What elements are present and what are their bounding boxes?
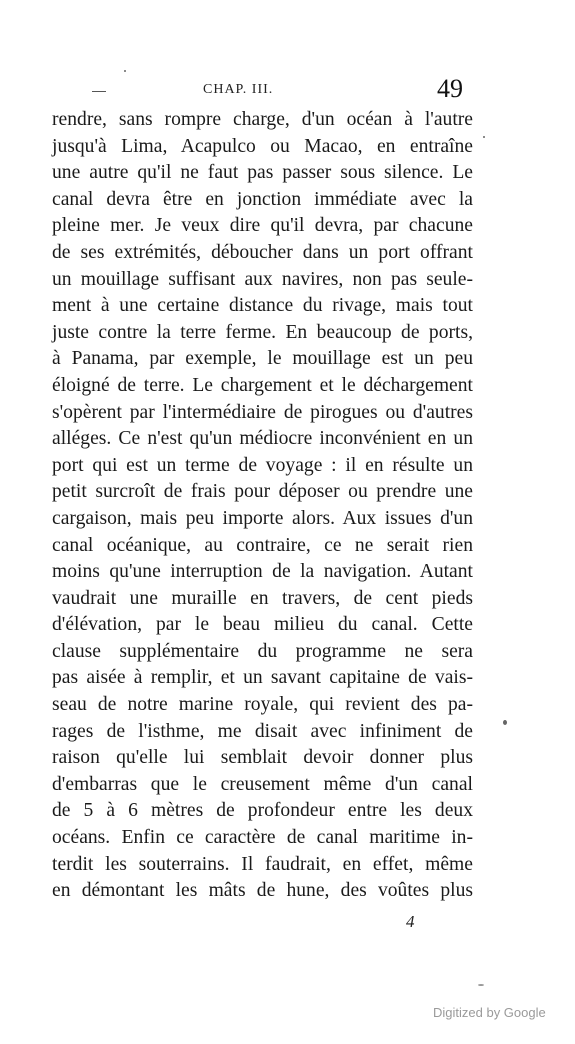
text-line: en démontant les mâts de hune, des voûtes plus — [52, 880, 473, 902]
text-line: alléges. Ce n'est qu'un médiocre inconvénient en un — [52, 428, 473, 450]
paper-speck — [483, 136, 485, 138]
text-line: jusqu'à Lima, Acapulco ou Macao, en entraîne — [52, 135, 473, 157]
signature-mark: 4 — [406, 912, 415, 931]
body-text — [52, 107, 473, 905]
text-line: terdit les souterrains. Il faudrait, en effet, même — [52, 853, 473, 875]
text-line: pas aisée à remplir, et un savant capitaine de vais- — [52, 667, 473, 689]
text-line: clause supplémentaire du programme ne sera — [52, 640, 473, 662]
text-line: petit surcroît de frais pour déposer ou prendre une — [52, 481, 473, 503]
chapter-title: CHAP. III. — [203, 82, 274, 97]
text-line: d'élévation, par le beau milieu du canal. Cette — [52, 614, 473, 636]
text-line: éloigné de terre. Le chargement et le déchargement — [52, 374, 473, 396]
text-line: moins qu'une interruption de la navigation. Autant — [52, 561, 473, 583]
running-head — [0, 74, 575, 108]
text-line: port qui est un terme de voyage : il en résulte un — [52, 454, 473, 476]
paper-speck — [124, 70, 126, 72]
text-line: juste contre la terre ferme. En beaucoup de ports, — [52, 321, 473, 343]
text-line: s'opèrent par l'intermédiaire de pirogues ou d'autres — [52, 401, 473, 423]
page-number: 49 — [437, 74, 463, 103]
header-rule — [92, 91, 106, 92]
digitization-watermark: Digitized by Google — [433, 1005, 546, 1020]
paper-speck — [503, 720, 507, 725]
text-line: un mouillage suffisant aux navires, non pas seule- — [52, 268, 473, 290]
text-line: cargaison, mais peu importe alors. Aux issues d'un — [52, 507, 473, 529]
text-line: raison qu'elle lui semblait devoir donner plus — [52, 747, 473, 769]
text-line: de ses extrémités, déboucher dans un port offrant — [52, 241, 473, 263]
text-line: vaudrait une muraille en travers, de cent pieds — [52, 587, 473, 609]
text-line: seau de notre marine royale, qui revient des pa- — [52, 694, 473, 716]
text-line: pleine mer. Je veux dire qu'il devra, par chacune — [52, 215, 473, 237]
text-line: d'embarras que le creusement même d'un canal — [52, 773, 473, 795]
text-line: océans. Enfin ce caractère de canal maritime in- — [52, 827, 473, 849]
text-line: rages de l'isthme, me disait avec infiniment de — [52, 720, 473, 742]
text-line: de 5 à 6 mètres de profondeur entre les deux — [52, 800, 473, 822]
text-line: à Panama, par exemple, le mouillage est un peu — [52, 348, 473, 370]
text-line: une autre qu'il ne faut pas passer sous silence. Le — [52, 162, 473, 184]
text-line: rendre, sans rompre charge, d'un océan à l'autre — [52, 109, 473, 130]
paper-speck — [478, 984, 484, 986]
text-line: ment à une certaine distance du rivage, mais tout — [52, 295, 473, 317]
text-line: canal devra être en jonction immédiate avec la — [52, 188, 473, 210]
text-line: canal océanique, au contraire, ce ne serait rien — [52, 534, 473, 556]
